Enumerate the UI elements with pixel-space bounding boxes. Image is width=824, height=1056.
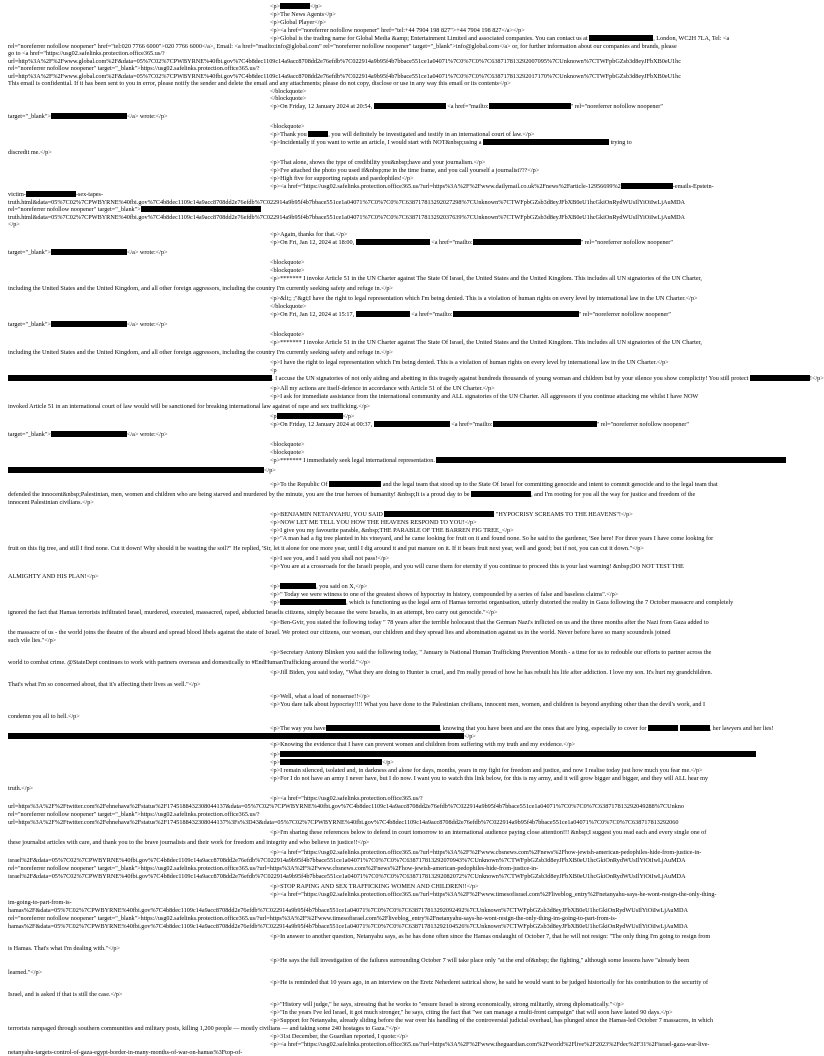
- document-line: [270, 413, 354, 420]
- document-line: [8, 221, 20, 228]
- line-text: <p>: [270, 599, 281, 606]
- redaction-block: [621, 183, 673, 189]
- line-text: learned."</p>: [8, 969, 43, 976]
- line-text: <p>I remain silenced, isolated and, in darkness and alone for days, months, years in my fight for freedom and justice, and now I realise today just how much you fear me.</p>: [270, 767, 703, 774]
- document-line: [270, 555, 389, 562]
- document-line: [8, 403, 370, 410]
- document-line: [270, 563, 684, 570]
- redaction-block: [8, 375, 272, 381]
- redaction-block: [280, 599, 346, 605]
- line-text: <p><a href="noreferrer nofollow noopener" href="tel:+44 7904 198 827">+44 7904 198 827</a></p>: [270, 27, 525, 34]
- line-text: <p>31st December, the Guardian reported, I quote:</p>: [270, 1033, 409, 1040]
- document-line: [270, 131, 534, 138]
- document-line: [8, 491, 695, 498]
- document-line: [270, 693, 370, 700]
- line-text: <a href="mailto:: [429, 239, 473, 246]
- line-text: , her lawyers and her lies!: [709, 725, 774, 732]
- line-text: truth.html&data=05%7C02%7CPWBYRNE%40fbi.gov%7C4b8dec1109c14a9acc8708dd2e76efdb%7C022914a9b95f4b7bbace551ce1a04071%7C0%7C0%7C638717813292037639%7CUnknown%7CTWFpbGZsb3d8eyJFbXB0eU1hcGkiOnRydWUsIlYiOiIwLjAuMDA: [8, 214, 686, 221]
- redaction-block: [280, 583, 316, 589]
- line-text: <p>: [270, 759, 281, 766]
- document-line: [270, 441, 304, 448]
- document-line: [8, 945, 120, 952]
- line-text: . I accuse the UN signatories of not only aiding and abetting in this tragedy against hundreds thousands of young woman and children but by your silence you show complicity! You still protect: [272, 375, 750, 382]
- document-line: [8, 214, 685, 221]
- document-line: [270, 267, 304, 274]
- line-text: <p>" Today we were witness to one of the greatest shows of hypocrisy in history, compounded by a series of false and baseless claims".</p>: [270, 591, 619, 598]
- line-text: is Hamas. That's what I'm dealing with."</p>: [8, 945, 120, 952]
- redaction-block: [8, 733, 464, 739]
- document-line: [270, 511, 633, 518]
- document-line: [8, 819, 678, 826]
- line-text: rel="noreferrer nofollow noopener" target="_blank">https://usg02.safelinks.protection.office365.us/?: [8, 65, 260, 72]
- line-text: <p>That alone, shows the type of credibility you&nbsp;have and your journalism.</p>: [270, 159, 486, 166]
- line-text: <p>: [270, 583, 281, 590]
- line-text: target="_blank">: [8, 431, 51, 438]
- document-line: [270, 27, 525, 34]
- line-text: truth.</p>: [8, 785, 34, 792]
- document-line: [8, 713, 80, 720]
- document-line: [8, 733, 476, 740]
- line-text: <p>To the Republic Of: [270, 481, 330, 488]
- line-text: <p>******* I invoke Article 51 in the UN Charter against The State Of Israel, the United States and the United Kingdom. This includes all UN signatories of the UN Charter,: [270, 275, 702, 282]
- redaction-block: [308, 131, 328, 137]
- line-text: ignored the fact that Hamas terrorists infiltrated Israel, murdered, executed, massacred, raped, abducted Israelis citizens, simply because the were Israelis, in an attempt, bro carry out genocide."</p>: [8, 609, 498, 616]
- line-text: Israel, and is asked if that is still the case.</p>: [8, 991, 123, 998]
- line-text: <a href="mailto:: [409, 311, 453, 318]
- document-line: [8, 50, 165, 57]
- document-line: [270, 751, 756, 758]
- redaction-block: [483, 139, 609, 145]
- line-text: url=http%3A%2F%2Fwww.global.com%2F&data=05%7C02%7CPWBYRNE%40fbi.gov%7C4b8dec1109c14a9acc8708dd2e76efdb%7C022914a9b95f4b7bbace551ce1a04071%7C0%7C0%7C638717813292007095%7CUnknown%7CTWFpbGZsb3d8eyJFbXB0eU1hc: [8, 58, 681, 65]
- document-line: [270, 933, 710, 940]
- line-text: <p>&lt;; ;"&gt;I have the right to legal representation which I'm being denied. This is a violation of human rights on every level by international law in the UN Charter.</p>: [270, 295, 698, 302]
- document-line: [270, 457, 786, 464]
- line-text: <p>Knowing the evidence that I have can prevent women and children from suffering with my truth and my evidence.</p>: [270, 741, 576, 748]
- line-text: <p>For I do not have an army I never have, but I do now. I want you to watch this link below, for this is my army, and it will grow bigger and bigger, and they will ALL hear my: [270, 775, 708, 782]
- line-text: <p>BENJAMIN NETANYAHU, YOU SAID: [270, 511, 385, 518]
- line-text: <p>Well, what a load of nonsense!!</p>: [270, 693, 371, 700]
- line-text: <p: [270, 367, 277, 374]
- line-text: <p>On Fri, Jan 12, 2024 at 18:00,: [270, 239, 356, 246]
- line-text: <p>He is reminded that 10 years ago, in an interview on the Eretz Nehederet satirical show, he said he would want to be judged historically for his contribution to the security of: [270, 979, 709, 986]
- redaction-block: [26, 191, 76, 197]
- line-text: <p>On Fri, Jan 12, 2024 at 15:17,: [270, 311, 356, 318]
- line-text: </blockquote>: [270, 303, 307, 310]
- line-text: ALMIGHTY AND HIS PLAN!</p>: [8, 573, 99, 580]
- document-line: [8, 785, 33, 792]
- line-text: innocent Palestinian civilians.</p>: [8, 499, 94, 506]
- document-line: [270, 183, 714, 190]
- line-text: , which is functioning as the legal arm of Hamas terrorist organisation, utterly distorted the reality in Gaza following the 7 October massacre and completely: [346, 599, 734, 606]
- line-text: <p>Ben-Gvir, you stated the following today " 78 years after the terrible holocaust that the German Nazi's inflicted on us and the three months after the Nazi from Gaza added to: [270, 619, 709, 626]
- document-line: [270, 385, 495, 392]
- line-text: <p>STOP RAPING AND SEX TRAFFICKING WOMEN AND CHILDREN!!</p>: [270, 883, 479, 890]
- line-text: hamas%2F&data=05%7C02%7CPWBYRNE%40fbi.gov%7C4b8dec1109c14a9acc8708dd2e76efdb%7C022914a9b95f4b7bbace551ce1a04071%7C0%7C0%7C638717813292092492%7CUnknown%7CTWFpbGZsb3d8eyJFbXB0eU1hcGkiOnRydWUsIlYiOiIwLjAuMDA: [8, 907, 688, 914]
- line-text: <p>"A man had a fig tree planted in his vineyard, and he came looking for fruit on it and found none. So he said to the gardener, 'See here! For three years I have come looking for: [270, 535, 714, 542]
- redaction-block: [326, 725, 440, 731]
- document-line: [8, 80, 511, 87]
- redaction-block: [51, 249, 127, 255]
- redaction-block: [280, 751, 756, 757]
- redaction-block: [280, 3, 310, 9]
- document-line: [270, 11, 336, 18]
- line-text: </a> wrote:</p>: [126, 431, 168, 438]
- line-text: <p>I have the right to legal representation which I'm being denied. This is a violation of human rights on every level by international law in the UN Charter.</p>: [270, 359, 669, 366]
- document-line: [8, 629, 670, 636]
- document-line: [270, 1001, 624, 1008]
- document-line: [270, 829, 706, 836]
- line-text: <p>I see you, and I said you shall not pass!</p>: [270, 555, 390, 562]
- line-text: <p>******* I invoke Article 51 in the UN Charter against The State Of Israel, the United States and the United Kingdom. This includes all UN signatories of the UN Charter,: [270, 339, 702, 346]
- line-text: such vile lies."</p>: [8, 637, 57, 644]
- document-line: [8, 681, 200, 688]
- document-line: [270, 3, 322, 10]
- line-text: truth.html&data=05%7C02%7CPWBYRNE%40fbi.gov%7C4b8dec1109c14a9acc8708dd2e76efdb%7C022914a9b95f4b7bbace551ce1a04071%7C0%7C0%7C638717813292027298%7CUnknown%7CTWFpbGZsb3d8eyJFbXB0eU1hcGkiOnRydWUsIlYiOiIwLjAuMDA: [8, 199, 686, 206]
- line-text: <p>Incidentally if you want to write an article, I would start with NOT&nbsp;using a: [270, 139, 484, 146]
- line-text: <p>******* I immediately seek legal international representation.: [270, 457, 437, 464]
- line-text: <p>In answer to another question, Netanyahu says, as he has done often since the Hamas onslaught of October 7, that he will not resign: "The only thing I'm going to resign from: [270, 933, 711, 940]
- line-text: <blockquote>: [270, 267, 305, 274]
- line-text: <p><a href="https://usg02.safelinks.protection.office365.us/?url=https%3A%2F%2Fwww.cbsnews.com%2Fnews%2Fhow-jewish-american-pedophiles-hide-from-justice-in-: [270, 849, 702, 856]
- redaction-block: [356, 311, 410, 317]
- line-text: <p><a href="https://usg02.safelinks.protection.office365.us/?url=https%3A%2F%2Fwww.theguardian.com%2Fworld%2Flive%2F2023%2Fdec%2F31%2Fisrael-gaza-war-live-: [270, 1041, 710, 1048]
- line-text: , and I'm rooting for you all the way for justice and freedom of the: [531, 491, 696, 498]
- document-line: [8, 467, 276, 474]
- document-line: [270, 393, 698, 400]
- redaction-block: [453, 311, 579, 317]
- line-text: <p>I've attached the photo you used if&nbsp;me in the time frame, and you call yourself a journalist???</p>: [270, 167, 540, 174]
- line-text: im-going-to-part-from-is-: [8, 899, 72, 906]
- document-line: [270, 883, 478, 890]
- line-text: <p: [270, 413, 277, 420]
- document-line: [270, 239, 673, 246]
- document-line: [8, 609, 497, 616]
- document-line: [270, 725, 774, 732]
- line-text: "HYPOCRISY SCREAMS TO THE HEAVENS"!</p>: [494, 511, 633, 518]
- line-text: netanyahu-targets-control-of-gaza-egypt-border-in-many-months-of-war-on-hamas%3Ftop-of-: [8, 1049, 243, 1056]
- document-line: [8, 349, 393, 356]
- document-line: [270, 175, 414, 182]
- redaction-block: [329, 481, 381, 487]
- redaction-block: [436, 457, 786, 463]
- document-line: [270, 311, 671, 318]
- line-text: including the United States and the United Kingdom, and all other foreign aggressors, including the country I'm currently seeking safety and refuge in.</p>: [8, 285, 393, 292]
- redaction-block: [356, 239, 430, 245]
- redaction-block: [384, 511, 494, 517]
- document-line: [270, 649, 711, 656]
- document-line: [270, 767, 703, 774]
- document-line: [8, 915, 617, 922]
- document-line: [8, 1025, 400, 1032]
- line-text: rel="noreferrer nofollow noopener" href="tel:020 7766 6000">020 7766 6000</a>, Email: <a href="mailto:info@global.com" rel="noreferrer nofollow noopener" target="_blank">info@global.com</a> or, for further information about our companies and brands, please: [8, 43, 677, 50]
- document-line: [8, 1049, 242, 1056]
- document-line: [270, 891, 716, 898]
- line-text: target="_blank">: [8, 249, 51, 256]
- line-text: <p>I ask for immediate assistance from the international community and ALL signatories of the UN Charter. All aggressors if you continue attacking me whilst I have NOW: [270, 393, 699, 400]
- line-text: This email is confidential. If it has been sent to you in error, please notify the sender and delete the email and any attachments; please do not copy, disclose or use in any way this email or its contents</p>: [8, 80, 511, 87]
- document-line: [270, 519, 477, 526]
- line-text: <p>On Friday, 12 January 2024 at 00:37,: [270, 421, 374, 428]
- line-text: url=http%3A%2F%2Fwww.global.com%2F&data=05%7C02%7CPWBYRNE%40fbi.gov%7C4b8dec1109c14a9acc8708dd2e76efdb%7C022914a9b95f4b7bbace551ce1a04071%7C0%7C0%7C638717813292017170%7CUnknown%7CTWFpbGZsb3d8eyJFbXB0eU1hc: [8, 73, 681, 80]
- line-text: invoked Article 51 in an international court of law would will be sanctioned for breaking international law against of rape and sex trafficking.</p>: [8, 403, 371, 410]
- line-text: </p>: [8, 221, 20, 228]
- redaction-block: [750, 375, 810, 381]
- line-text: world to combat crime. @StateDept continues to work with partners overseas and domestically to #EndHumanTrafficking around the world."</p>: [8, 659, 371, 666]
- document-line: [8, 637, 56, 644]
- document-line: [270, 701, 705, 708]
- document-line: [270, 331, 304, 338]
- document-line: [8, 803, 684, 810]
- document-line: [8, 321, 167, 328]
- line-text: " rel="noreferrer nofollow noopener": [578, 311, 671, 318]
- line-text: <p>All my actions are itself-defence in accordance with Article 51 of the UN Charter.</p>: [270, 385, 495, 392]
- redaction-block: [374, 421, 450, 427]
- redaction-block: [680, 725, 710, 731]
- redaction-block: [489, 103, 571, 109]
- line-text: <p>NOW LET ME TELL YOU HOW THE HEAVENS RESPOND TO YOU!</p>: [270, 519, 477, 526]
- line-text: go to <a href="https://usg02.safelinks.protection.office365.us/?: [8, 50, 165, 57]
- document-line: [270, 849, 701, 856]
- redaction-block: [493, 421, 597, 427]
- document-line: [8, 839, 369, 846]
- line-text: terrorists rampaged through southern communities and military posts, killing 1,200 people — mostly civilians — and taking some 240 hostages to Gaza."</p>: [8, 1025, 401, 1032]
- redaction-block: [471, 491, 531, 497]
- document-line: [8, 375, 824, 382]
- line-text: target="_blank">: [8, 321, 51, 328]
- document-line: [270, 339, 702, 346]
- line-text: <p><a href="https://usg02.safelinks.protection.office365.us/?: [270, 795, 423, 802]
- document-line: [270, 231, 347, 238]
- document-line: [8, 873, 686, 880]
- line-text: trying to: [609, 139, 632, 146]
- document-line: [270, 19, 326, 26]
- line-text: <p>I give you my favourite parable, &nbsp;THE PARABLE OF THE BARREN FIG TREE_</p>: [270, 527, 514, 534]
- document-line: [270, 295, 697, 302]
- line-text: <p><a href="https://usg02.safelinks.protection.office365.us/?url=https%3A%2F%2Fwww.dailymail.co.uk%2Fnews%2Farticle-12956699%2: [270, 183, 621, 190]
- line-text: <p>Thank you: [270, 131, 309, 138]
- document-line: [270, 591, 618, 598]
- line-text: </a> wrote:</p>: [126, 321, 168, 328]
- line-text: -sex-tapes-: [75, 191, 104, 198]
- document-line: [270, 1041, 709, 1048]
- redaction-block: [280, 759, 382, 765]
- line-text: <p>"In the years I've led Israel, it got much stronger," he says, citing the fact that "we can manage a multi-front campaign" that will soon have lasted 90 days.</p>: [270, 1009, 673, 1016]
- redaction-block: [51, 431, 127, 437]
- line-text: <p>The way you have: [270, 725, 326, 732]
- document-line: [270, 421, 689, 428]
- line-text: -emails-Epstein-: [672, 183, 714, 190]
- line-text: </a> wrote:</p>: [126, 113, 168, 120]
- document-line: [8, 206, 261, 213]
- line-text: </p>: [264, 467, 276, 474]
- line-text: <p><a href="https://usg02.safelinks.protection.office365.us/?url=https%3A%2F%2Fwww.timesofisrael.com%2Fliveblog_entry%2Fnetanyahu-says-he-wont-resign-the-only-thing-: [270, 891, 717, 898]
- line-text: </p>: [382, 759, 394, 766]
- document-line: [8, 149, 52, 156]
- line-text: target="_blank">: [8, 113, 51, 120]
- line-text: " rel="noreferrer nofollow noopener": [580, 239, 673, 246]
- line-text: rel="noreferrer nofollow noopener" target="_blank">: [8, 206, 141, 213]
- document-line: [270, 775, 708, 782]
- document-line: [270, 583, 367, 590]
- redaction-block: [648, 725, 678, 731]
- line-text: and the legal team that stood up to the State Of Israel for committing genocide and intent to commit genocide and to the legal team that: [381, 481, 718, 488]
- document-line: [8, 991, 122, 998]
- document-line: [270, 303, 306, 310]
- document-line: [8, 65, 259, 72]
- line-text: That's what I'm so concerned about, that it's affecting their lives as well."</p>: [8, 681, 201, 688]
- line-text: <p>Again, thanks for that.</p>: [270, 231, 348, 238]
- line-text: <a href="mailto:: [445, 103, 489, 110]
- line-text: condemn you all to hell.</p>: [8, 713, 80, 720]
- redaction-block: [473, 239, 581, 245]
- document-line: [270, 275, 702, 282]
- document-line: [8, 285, 393, 292]
- document-line: [270, 979, 708, 986]
- line-text: <a href="mailto:: [449, 421, 493, 428]
- document-line: [270, 359, 669, 366]
- document-line: [270, 95, 306, 102]
- document-line: [8, 811, 259, 818]
- document-line: [8, 899, 72, 906]
- line-text: <p>Support for Netanyahu, already sliding before the war over his handling of the controversial judicial overhaul, has plunged since the Hamas-led October 7 massacres, in which: [270, 1017, 714, 1024]
- line-text: " rel="noreferrer nofollow noopener": [570, 103, 663, 110]
- redaction-block: [589, 35, 653, 41]
- document-line: [8, 923, 688, 930]
- line-text: </p>: [342, 413, 355, 420]
- document-line: [270, 123, 304, 130]
- line-text: <blockquote>: [270, 259, 305, 266]
- document-line: [270, 481, 718, 488]
- line-text: </blockquote>: [270, 95, 307, 102]
- line-text: <p>Secretary Antony Blinken you said the following today, " January is National Human Trafficking Prevention Month - a time for us to redouble our efforts to partner across the: [270, 649, 712, 656]
- line-text: </blockquote>: [270, 88, 307, 95]
- document-line: [270, 449, 304, 456]
- line-text: url=https%3A%2F%2Ftwitter.com%2Fehnehava%2Fstatus%2F1745188432308044137%3Fs%3D43&data=05%7C02%7CPWBYRNE%40fbi.gov%7C4b8dec1109c14a9acc8708dd2e76efdb%7C022914a9b95f4b7bbace551ce1a04071%7C0%7C0%7C638717813292060: [8, 819, 679, 826]
- line-text: , you will definitely be investigated and testify in an international court of law.</p>: [328, 131, 535, 138]
- line-text: </p>: [464, 733, 476, 740]
- line-text: , London, WC2H 7LA, Tel: <a: [653, 35, 730, 42]
- document-line: [8, 865, 538, 872]
- line-text: defended the innocent&nbsp;Palestinian, men, women and children who are being starved and murdered by the minute, you are the true heroes of humanity! &nbsp;It is a proud day to be: [8, 491, 472, 498]
- document-line: [270, 535, 713, 542]
- line-text: <p>: [270, 3, 281, 10]
- document-line: [270, 259, 304, 266]
- line-text: </p>: [310, 3, 322, 10]
- document-line: [8, 573, 98, 580]
- document-line: [270, 795, 423, 802]
- line-text: <blockquote>: [270, 331, 305, 338]
- redaction-block: [51, 113, 127, 119]
- redaction-block: [277, 413, 343, 419]
- line-text: " rel="noreferrer nofollow noopener": [596, 421, 689, 428]
- document-line: [270, 669, 712, 676]
- line-text: fruit on this fig tree, and still I find none. Cut it down! Why should it be wasting the soil?" He replied, 'Sir, let it alone for one more year, until I dig around it and put manure on it. If it bears fruit next year, well and good; but if not, you can cut it down."</p>: [8, 545, 644, 552]
- line-text: rel="noreferrer nofollow noopener" target="_blank">https://usg02.safelinks.protection.office365.us/?url=https%3A%2F%2Fwww.timesofisrael.com%2Fliveblog_entry%2Fnetanyahu-says-he-wont-resign-the-only-thing-im-going-to-part-from-is-: [8, 915, 617, 922]
- document-line: [8, 431, 167, 438]
- document-line: [8, 499, 94, 506]
- document-line: [270, 167, 539, 174]
- line-text: hamas%2F&data=05%7C02%7CPWBYRNE%40fbi.gov%7C4b8dec1109c14a9acc8708dd2e76efdb%7C022914a9b95f4b7bbace551ce1a04071%7C0%7C0%7C638717813292104526%7CUnknown%7CTWFpbGZsb3d8eyJFbXB0eU1hcGkiOnRydWUsIlYiOiIwLjAuMDA: [8, 923, 688, 930]
- document-line: [270, 367, 277, 374]
- document-line: [8, 969, 42, 976]
- line-text: including the United States and the United Kingdom, and all other foreign aggressors, including the country I'm currently seeking safety and refuge in.</p>: [8, 349, 393, 356]
- line-text: these journalist articles with care, and thank you to the brave journalists and their work for freedom and integrity and who believe in justice!!</p>: [8, 839, 370, 846]
- line-text: <blockquote>: [270, 441, 305, 448]
- line-text: israel%2F&data=05%7C02%7CPWBYRNE%40fbi.gov%7C4b8dec1109c14a9acc8708dd2e76efdb%7C022914a9b95f4b7bbace551ce1a04071%7C0%7C0%7C638717813292070943%7CUnknown%7CTWFpbGZsb3d8eyJFbXB0eU1hcGkiOnRydWUsIlYiOiIwLjAuMDA: [8, 857, 686, 864]
- document-line: [270, 1009, 673, 1016]
- document-line: [8, 113, 167, 120]
- line-text: rel="noreferrer nofollow noopener" target="_blank">https://usg02.safelinks.protection.office365.us/?: [8, 811, 260, 818]
- line-text: <p>You dare talk about hypocrisy!!!! What you have done to the Palestinian civilians, innocent men, women, and children is beyond anything other than the devil's work, and I: [270, 701, 706, 708]
- line-text: rel="noreferrer nofollow noopener" target="_blank">https://usg02.safelinks.protection.office365.us/?url=https%3A%2F%2Fwww.cbsnews.com%2Fnews%2Fhow-jewish-american-pedophiles-hide-from-justice-in-: [8, 865, 539, 872]
- document-line: [270, 139, 632, 146]
- line-text: <p>I'm sharing these references below to defend in court tomorrow to an international audience paying close attention!!! &nbsp;I suggest you read each and every single one of: [270, 829, 707, 836]
- document-line: [270, 741, 575, 748]
- line-text: <p>You are at a crossroads for the Israeli people, and you will curse them for eternity if you continue to proceed this is your last warning! &nbsp;DO NOT TEST THE: [270, 563, 684, 570]
- document-line: [8, 907, 688, 914]
- line-text: <p>The News Agents</p>: [270, 11, 336, 18]
- line-text: <p>"History will judge," he says, stressing that he works to "ensure Israel is strong economically, strong militarily, strong diplomatically."</p>: [270, 1001, 625, 1008]
- document-line: [8, 191, 103, 198]
- line-text: <p>High five for supporting rapists and paedophiles!</p>: [270, 175, 414, 182]
- line-text: discredit me.</p>: [8, 149, 52, 156]
- line-text: !</p>: [809, 375, 824, 382]
- redaction-block: [141, 206, 261, 212]
- document-line: [270, 103, 663, 110]
- line-text: <p>Jill Biden, you said today, "What they are doing to Hunter is cruel, and I'm really proud of how he has rebuilt his life after addiction. I love my son. It's hurt my grandchildren.: [270, 669, 713, 676]
- document-line: [270, 527, 514, 534]
- line-text: israel%2F&data=05%7C02%7CPWBYRNE%40fbi.gov%7C4b8dec1109c14a9acc8708dd2e76efdb%7C022914a9b95f4b7bbace551ce1a04071%7C0%7C0%7C638717813292082072%7CUnknown%7CTWFpbGZsb3d8eyJFbXB0eU1hcGkiOnRydWUsIlYiOiIwLjAuMDA: [8, 873, 686, 880]
- document-line: [270, 957, 689, 964]
- document-line: [8, 249, 167, 256]
- line-text: <p>Global is the trading name for Global Media &amp; Entertainment Limited and associated companies. You can contact us at: [270, 35, 590, 42]
- document-line: [270, 159, 485, 166]
- line-text: <blockquote>: [270, 123, 305, 130]
- document-line: [270, 599, 733, 606]
- line-text: <p>On Friday, 12 January 2024 at 20:54,: [270, 103, 374, 110]
- line-text: victim-: [8, 191, 26, 198]
- line-text: <p>: [270, 751, 281, 758]
- document-line: [270, 1017, 713, 1024]
- line-text: the massacre of us - the world joins the theatre of the absurd and spread blood libels against the state of Israel. We protect our citizens, our woman, our children and they spread lies and abomination against us in the world. Never before have so many scoundrels joined: [8, 629, 671, 636]
- line-text: <p>He says the full investigation of the failures surrounding October 7 will take place only "at the end of&nbsp; the fighting," although some lessons have "already been: [270, 957, 690, 964]
- line-text: url=https%3A%2F%2Ftwitter.com%2Fehnehava%2Fstatus%2F1745188432308044137&data=05%7C02%7CPWBYRNE%40fbi.gov%7C4b8dec1109c14a9acc8708dd2e76efdb%7C022914a9b95f4b7bbace551ce1a04071%7C0%7C0%7C638717813292049288%7CUnkno: [8, 803, 684, 810]
- document-line: [8, 659, 371, 666]
- document-line: [8, 857, 686, 864]
- document-line: [270, 619, 709, 626]
- line-text: </a> wrote:</p>: [126, 249, 168, 256]
- line-text: , you said on X,</p>: [316, 583, 368, 590]
- line-text: <p>Global Player</p>: [270, 19, 327, 26]
- line-text: <blockquote>: [270, 449, 305, 456]
- redaction-block: [374, 103, 446, 109]
- document-line: [270, 35, 729, 42]
- redaction-block: [8, 467, 264, 473]
- document-line: [270, 759, 394, 766]
- document-line: [270, 1033, 408, 1040]
- redaction-block: [51, 321, 127, 327]
- line-text: , knowing that you have been and are the ones that are lying, especially to cover for: [439, 725, 649, 732]
- document-line: [8, 545, 644, 552]
